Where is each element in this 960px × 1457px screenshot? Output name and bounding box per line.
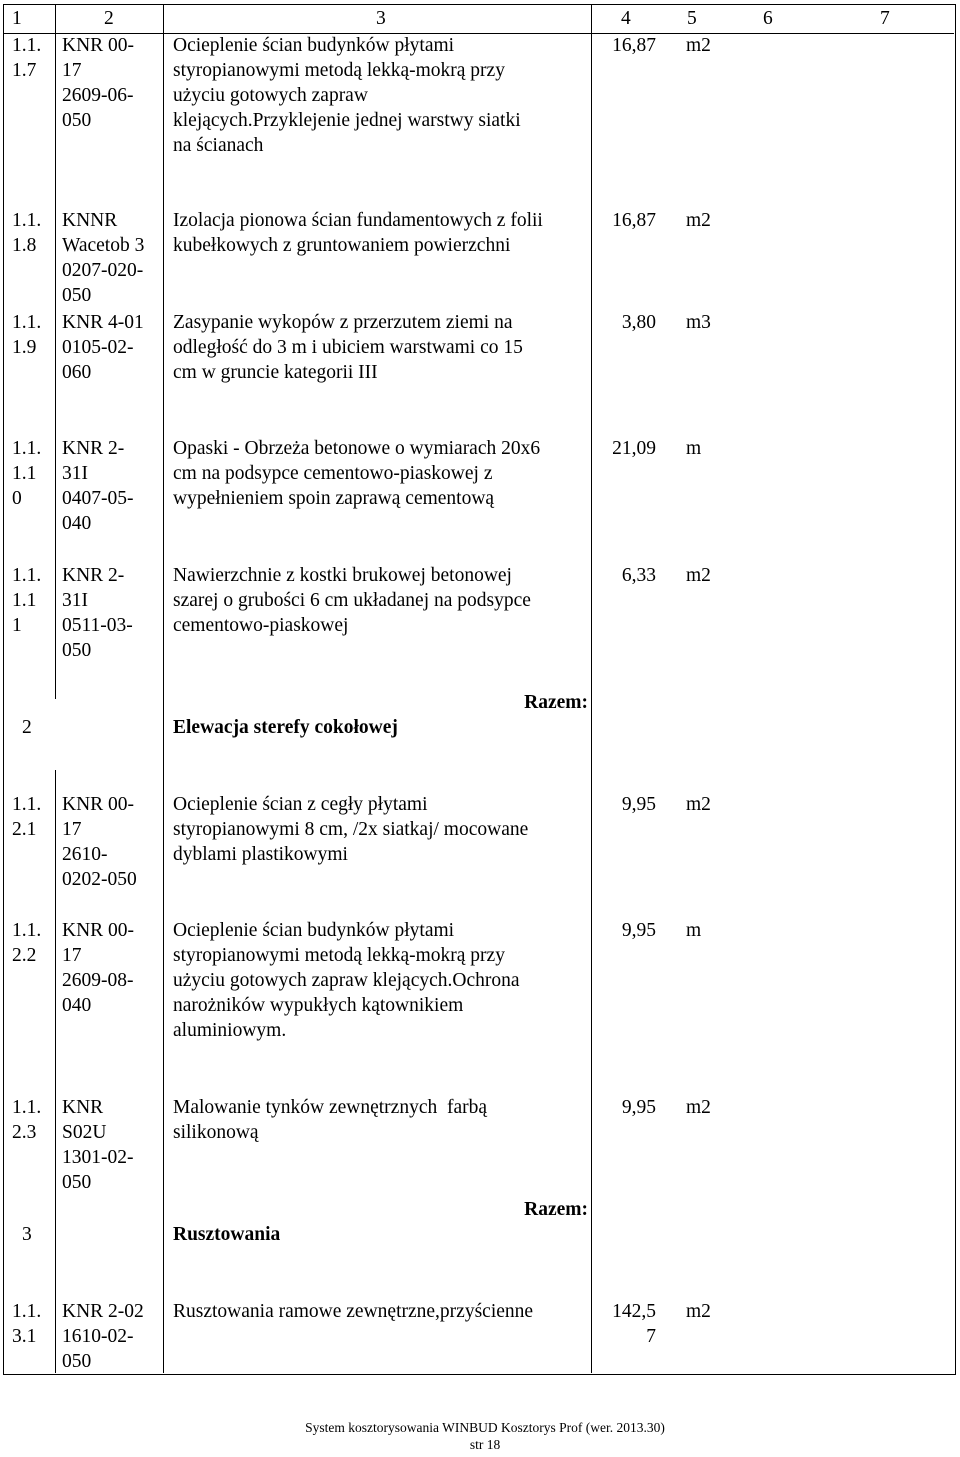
section-total-label: Razem: bbox=[524, 1199, 588, 1220]
work-description: Opaski - Obrzeża betonowe o wymiarach 20x6 bbox=[173, 438, 541, 459]
item-number: 3.1 bbox=[12, 1326, 37, 1347]
catalog-code: 0511-03- bbox=[62, 615, 133, 636]
catalog-code: 17 bbox=[62, 945, 82, 966]
work-description: Zasypanie wykopów z przerzutem ziemi na bbox=[173, 312, 513, 333]
quantity: 142,5 bbox=[612, 1301, 656, 1322]
work-description: Malowanie tynków zewnętrznych farbą bbox=[173, 1097, 488, 1118]
catalog-code: 1610-02- bbox=[62, 1326, 134, 1347]
header-col-3: 3 bbox=[376, 8, 386, 29]
catalog-code: 040 bbox=[62, 513, 92, 534]
header-col-7: 7 bbox=[880, 8, 890, 29]
quantity: 9,95 bbox=[621, 794, 656, 815]
work-description: styropianowymi metodą lekką-mokrą przy bbox=[173, 60, 505, 81]
catalog-code: KNR 00- bbox=[62, 794, 135, 815]
catalog-code: 17 bbox=[62, 60, 82, 81]
item-number: 1.1 bbox=[12, 463, 37, 484]
unit: m bbox=[686, 438, 702, 459]
quantity: 3,80 bbox=[621, 312, 656, 333]
work-description: Ocieplenie ścian budynków płytami bbox=[173, 920, 455, 941]
quantity: 16,87 bbox=[612, 35, 656, 56]
work-description: Rusztowania ramowe zewnętrzne,przyścienne bbox=[173, 1301, 534, 1322]
unit: m2 bbox=[686, 1097, 711, 1118]
header-col-6: 6 bbox=[763, 8, 773, 29]
catalog-code: KNR 00- bbox=[62, 35, 135, 56]
work-description: użyciu gotowych zapraw bbox=[173, 85, 368, 106]
catalog-code: 2609-08- bbox=[62, 970, 134, 991]
item-number: 1.1. bbox=[12, 1301, 42, 1322]
catalog-code: 2610- bbox=[62, 844, 108, 865]
section-title: Elewacja sterefy cokołowej bbox=[173, 717, 398, 738]
work-description: silikonową bbox=[173, 1122, 259, 1143]
unit: m2 bbox=[686, 565, 711, 586]
item-number: 1.1. bbox=[12, 920, 42, 941]
catalog-code: KNNR bbox=[62, 210, 118, 231]
work-description: cm na podsypce cementowo-piaskowej z bbox=[173, 463, 493, 484]
catalog-code: 050 bbox=[62, 1172, 92, 1193]
item-number: 2.3 bbox=[12, 1122, 37, 1143]
catalog-code: 0207-020- bbox=[62, 260, 144, 281]
catalog-code: KNR 00- bbox=[62, 920, 135, 941]
work-description: odległość do 3 m i ubiciem warstwami co 15 bbox=[173, 337, 523, 358]
item-number: 1.1. bbox=[12, 1097, 42, 1118]
software-credit: System kosztorysowania WINBUD Kosztorys Prof (wer. 2013.30) bbox=[305, 1420, 665, 1435]
work-description: aluminiowym. bbox=[173, 1020, 287, 1041]
catalog-code: KNR 2- bbox=[62, 565, 125, 586]
quantity: 9,95 bbox=[621, 1097, 656, 1118]
section-number: 3 bbox=[22, 1224, 32, 1245]
catalog-code: KNR 2- bbox=[62, 438, 125, 459]
item-number: 1 bbox=[12, 615, 22, 636]
catalog-code: 050 bbox=[62, 285, 92, 306]
work-description: na ścianach bbox=[173, 135, 264, 156]
header-rule bbox=[4, 33, 954, 34]
catalog-code: KNR 2-02 bbox=[62, 1301, 144, 1322]
catalog-code: KNR 4-01 bbox=[62, 312, 144, 333]
unit: m2 bbox=[686, 1301, 711, 1322]
work-description: Ocieplenie ścian budynków płytami bbox=[173, 35, 455, 56]
item-number: 2.1 bbox=[12, 819, 37, 840]
catalog-code: 17 bbox=[62, 819, 82, 840]
page-number: str 18 bbox=[469, 1437, 501, 1452]
work-description: Izolacja pionowa ścian fundamentowych z folii bbox=[173, 210, 543, 231]
work-description: styropianowymi metodą lekką-mokrą przy bbox=[173, 945, 505, 966]
catalog-code: 2609-06- bbox=[62, 85, 134, 106]
catalog-code: 0407-05- bbox=[62, 488, 134, 509]
work-description: wypełnieniem spoin zaprawą cementową bbox=[173, 488, 495, 509]
work-description: Ocieplenie ścian z cegły płytami bbox=[173, 794, 428, 815]
catalog-code: 31I bbox=[62, 590, 88, 611]
header-col-2: 2 bbox=[104, 8, 114, 29]
item-number: 1.7 bbox=[12, 60, 37, 81]
item-number: 1.9 bbox=[12, 337, 37, 358]
quantity: 7 bbox=[646, 1326, 656, 1347]
catalog-code: 040 bbox=[62, 995, 92, 1016]
item-number: 1.1. bbox=[12, 312, 42, 333]
item-number: 1.1. bbox=[12, 210, 42, 231]
item-number: 1.8 bbox=[12, 235, 37, 256]
unit: m2 bbox=[686, 794, 711, 815]
work-description: styropianowymi 8 cm, /2x siatkaj/ mocowane bbox=[173, 819, 529, 840]
catalog-code: KNR bbox=[62, 1097, 104, 1118]
item-number: 1.1. bbox=[12, 438, 42, 459]
quantity: 21,09 bbox=[612, 438, 656, 459]
catalog-code: 31I bbox=[62, 463, 88, 484]
section-number: 2 bbox=[22, 717, 32, 738]
catalog-code: 1301-02- bbox=[62, 1147, 134, 1168]
header-col-1: 1 bbox=[12, 8, 22, 29]
work-description: cementowo-piaskowej bbox=[173, 615, 349, 636]
catalog-code: S02U bbox=[62, 1122, 107, 1143]
quantity: 9,95 bbox=[621, 920, 656, 941]
quantity: 6,33 bbox=[621, 565, 656, 586]
work-description: dyblami plastikowymi bbox=[173, 844, 348, 865]
section-total-label: Razem: bbox=[524, 692, 588, 713]
work-description: narożników wypukłych kątownikiem bbox=[173, 995, 464, 1016]
work-description: kubełkowych z gruntowaniem powierzchni bbox=[173, 235, 511, 256]
item-number: 1.1. bbox=[12, 565, 42, 586]
catalog-code: 060 bbox=[62, 362, 92, 383]
work-description: użyciu gotowych zapraw klejących.Ochrona bbox=[173, 970, 520, 991]
item-number: 1.1. bbox=[12, 794, 42, 815]
catalog-code: 050 bbox=[62, 1351, 92, 1372]
col-divider-2 bbox=[163, 5, 164, 1373]
col-divider-1b bbox=[55, 770, 56, 1373]
header-col-4: 4 bbox=[621, 8, 631, 29]
catalog-code: 0105-02- bbox=[62, 337, 134, 358]
catalog-code: 050 bbox=[62, 110, 92, 131]
unit: m2 bbox=[686, 210, 711, 231]
work-description: Nawierzchnie z kostki brukowej betonowej bbox=[173, 565, 512, 586]
header-col-5: 5 bbox=[687, 8, 697, 29]
section-title: Rusztowania bbox=[173, 1224, 281, 1245]
unit: m bbox=[686, 920, 702, 941]
catalog-code: 0202-050 bbox=[62, 869, 137, 890]
work-description: cm w gruncie kategorii III bbox=[173, 362, 378, 383]
work-description: szarej o grubości 6 cm układanej na podsypce bbox=[173, 590, 531, 611]
work-description: klejących.Przyklejenie jednej warstwy siatki bbox=[173, 110, 521, 131]
item-number: 1.1 bbox=[12, 590, 37, 611]
catalog-code: Wacetob 3 bbox=[62, 235, 145, 256]
unit: m2 bbox=[686, 35, 711, 56]
page-footer bbox=[0, 1419, 960, 1453]
item-number: 0 bbox=[12, 488, 22, 509]
item-number: 2.2 bbox=[12, 945, 37, 966]
catalog-code: 050 bbox=[62, 640, 92, 661]
item-number: 1.1. bbox=[12, 35, 42, 56]
quantity: 16,87 bbox=[612, 210, 656, 231]
col-divider-1 bbox=[55, 5, 56, 699]
unit: m3 bbox=[686, 312, 711, 333]
